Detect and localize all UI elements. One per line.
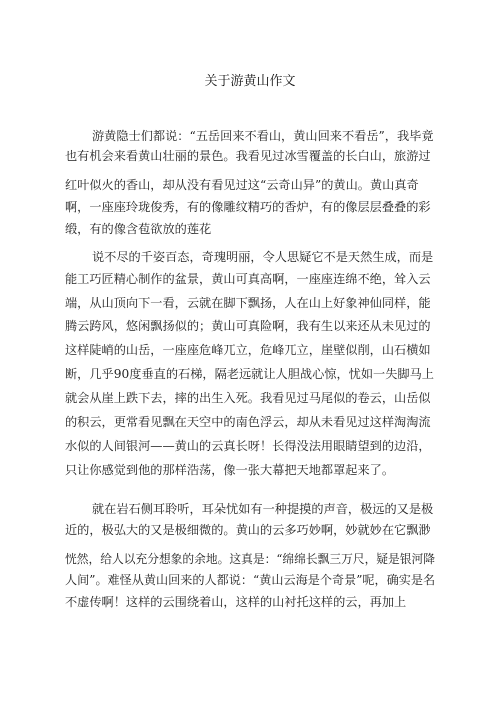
text-line: 游黄隐士们都说：“五岳回来不看山，黄山回来不看岳”，我毕竟 <box>92 129 434 143</box>
text-line: 就在岩石侧耳聆听，耳朵忧如有一种提摸的声音，极远的又是极 <box>92 502 434 516</box>
text-line: 端，从山顶向下一看，云就在脚下飘扬，人在山上好象神仙同样，能 <box>65 296 431 310</box>
document-title: 关于游黄山作文 <box>204 74 296 89</box>
text-line: 腾云跨风，悠闲飘扬似的；黄山可真险啊，我有生以来还从未见过的 <box>65 319 431 333</box>
text-line: 这样陡峭的山岳，一座座危峰兀立，危峰兀立，崖壁似削，山石横如 <box>65 343 431 357</box>
text-line: 啊，一座座玲珑俊秀，有的像雕纹精巧的香炉，有的像层层叠叠的彩 <box>65 200 431 214</box>
text-line: 能工巧匠精心制作的盆景，黄山可真高啊，一座座连绵不绝，耸入云 <box>65 272 431 286</box>
text-line: 不虚传啊！这样的云围绕着山，这样的山衬托这样的云，再加上 <box>65 595 407 609</box>
text-line: 也有机会来看黄山壮丽的景色。我看见过冰雪覆盖的长白山，旅游过 <box>65 149 431 163</box>
text-line: 红叶似火的香山，却从没有看见过这“云奇山异”的黄山。黄山真奇 <box>65 178 419 192</box>
text-line: 缎，有的像含苞欲放的莲花 <box>65 222 212 236</box>
text-line: 说不尽的千姿百态，奇瑰明丽，令人思疑它不是天然生成，而是 <box>92 250 434 264</box>
text-line: 水似的人间银河——黄山的云真长呀！长得没法用眼睛望到的边沿， <box>65 439 431 453</box>
text-line: 的积云，更常看见飘在天空中的南色浮云，却从未看见过这样淘淘流 <box>65 415 431 429</box>
text-line: 断，几乎90度垂直的石梯，隔老远就让人胆战心惊，忧如一失脚马上 <box>65 367 434 381</box>
text-line: 就会从崖上跌下去，摔的出生入死。我看见过马尾似的卷云，山岳似 <box>65 391 431 405</box>
text-line: 人间”。难怪从黄山回来的人都说：“黄山云海是个奇景”呢，确实是名 <box>65 573 436 587</box>
text-line: 恍然，给人以充分想象的余地。这真是：“绵绵长飘三万尺，疑是银河降 <box>65 552 436 566</box>
text-line: 近的，极弘大的又是极细微的。黄山的云多巧妙啊，妙就妙在它飘渺 <box>65 523 431 537</box>
text-line: 只让你感觉到他的那样浩荡，像一张大幕把天地都罩起来了。 <box>65 463 395 477</box>
